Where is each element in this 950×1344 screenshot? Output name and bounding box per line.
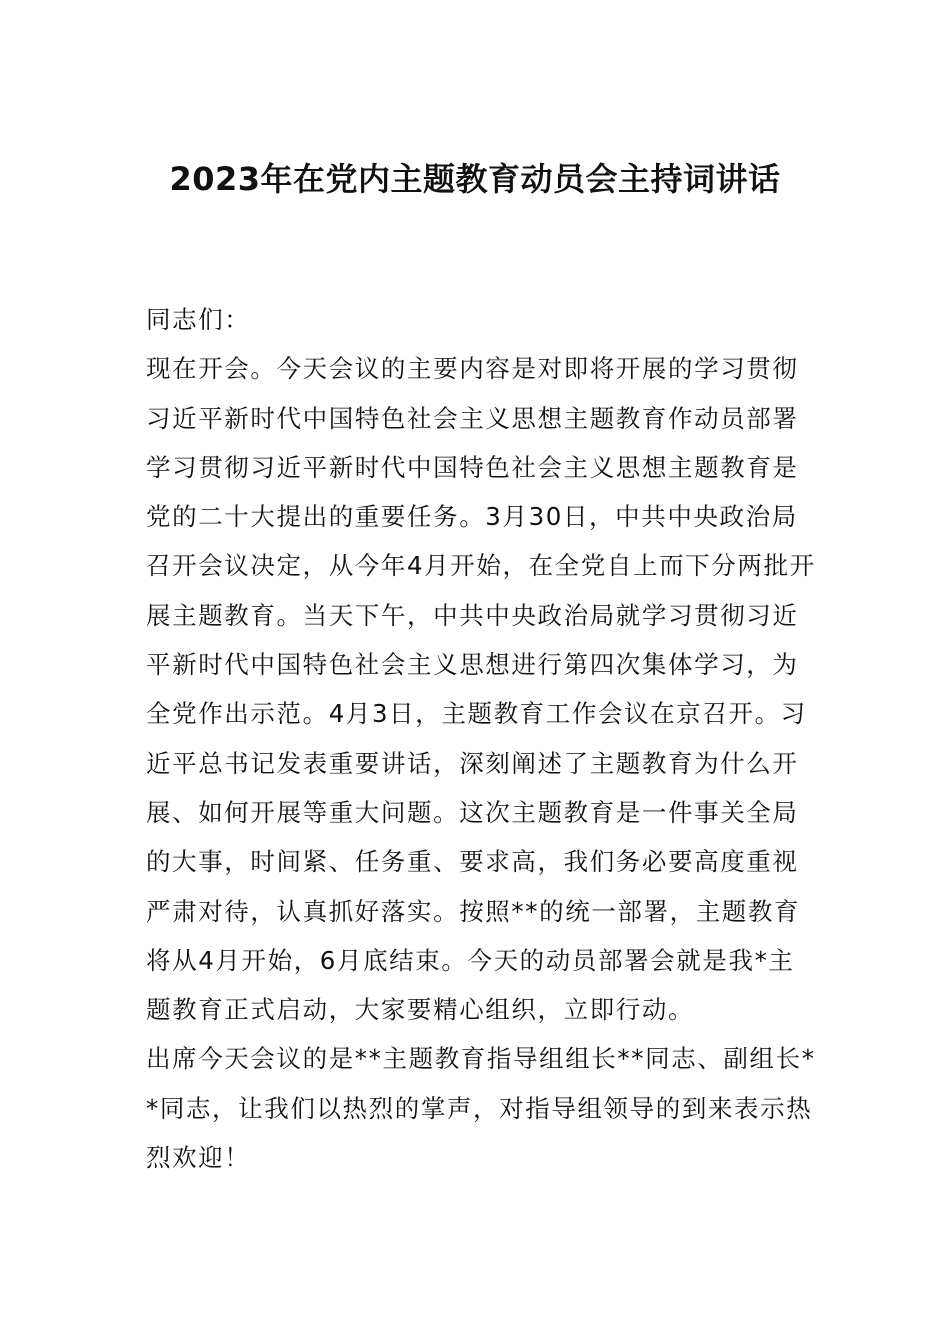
text-line: *同志，让我们以热烈的掌声，对指导组领导的到来表示热 — [146, 1093, 813, 1123]
text-line: 学习贯彻习近平新时代中国特色社会主义思想主题教育是 — [146, 452, 799, 482]
document-title: 2023年在党内主题教育动员会主持词讲话 — [169, 160, 781, 198]
text-line: 出席今天会议的是**主题教育指导组组长**同志、副组长* — [146, 1044, 816, 1074]
text-line: 召开会议决定，从今年4月开始，在全党自上而下分两批开 — [146, 551, 816, 581]
text-line: 同志们： — [146, 305, 251, 334]
text-line: 党的二十大提出的重要任务。3月30日，中共中央政治局 — [146, 502, 798, 532]
text-line: 全党作出示范。4月3日，主题教育工作会议在京召开。习 — [146, 699, 807, 729]
text-line: 展主题教育。当天下午，中共中央政治局就学习贯彻习近 — [146, 600, 799, 630]
text-line: 近平总书记发表重要讲话，深刻阐述了主题教育为什么开 — [146, 748, 799, 778]
text-line: 严肃对待，认真抓好落实。按照**的统一部署，主题教育 — [146, 896, 801, 926]
text-line: 的大事，时间紧、任务重、要求高，我们务必要高度重视 — [146, 847, 799, 877]
text-line: 习近平新时代中国特色社会主义思想主题教育作动员部署 — [146, 403, 799, 433]
text-line: 题教育正式启动，大家要精心组织，立即行动。 — [146, 995, 695, 1025]
text-line: 烈欢迎！ — [146, 1143, 251, 1173]
text-line: 展、如何开展等重大问题。这次主题教育是一件事关全局 — [146, 797, 799, 827]
text-line: 将从4月开始，6月底结束。今天的动员部署会就是我*主 — [146, 945, 795, 975]
text-line: 平新时代中国特色社会主义思想进行第四次集体学习，为 — [146, 650, 799, 680]
text-line: 现在开会。今天会议的主要内容是对即将开展的学习贯彻 — [146, 354, 799, 384]
document-body — [146, 295, 816, 1182]
